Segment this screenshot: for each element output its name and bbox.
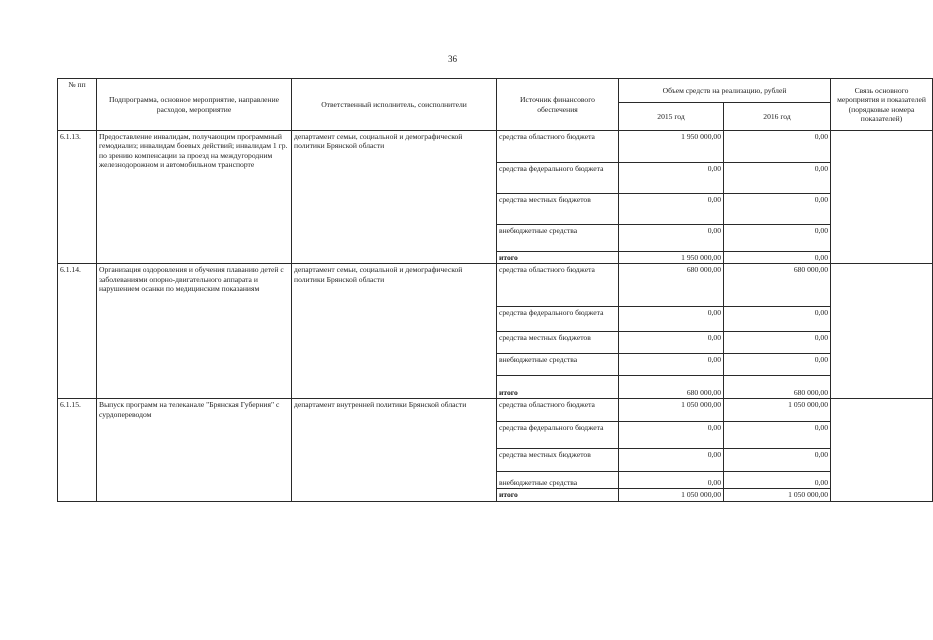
item-name: Предоставление инвалидам, получающим программный гемодиализ; инвалидам боевых действий; инвалидам 1 гр. по зрению компенсации за проезд на междугородним железнодорожном и автомобильном транспорте — [97, 131, 292, 264]
table-row — [58, 131, 933, 163]
link-cell — [831, 131, 933, 264]
header-volume: Объем средств на реализацию, рублей — [619, 79, 831, 103]
header-source: Источник финансового обеспечения — [497, 79, 619, 131]
value-2015: 1 950 000,00 — [619, 131, 724, 163]
source-cell: итого — [497, 376, 619, 399]
source-cell: средства федерального бюджета — [497, 163, 619, 194]
source-cell: средства местных бюджетов — [497, 194, 619, 225]
source-cell: средства местных бюджетов — [497, 449, 619, 472]
source-cell: итого — [497, 489, 619, 501]
value-2016: 1 050 000,00 — [724, 399, 831, 422]
item-name: Организация оздоровления и обучения плаванию детей с заболеваниями опорно-двигательного аппарата и нарушением осанки по медицинским показаниям — [97, 264, 292, 399]
item-num: 6.1.15. — [58, 399, 97, 501]
source-cell: средства областного бюджета — [497, 131, 619, 163]
link-cell — [831, 399, 933, 501]
value-2015: 0,00 — [619, 422, 724, 449]
value-2015: 0,00 — [619, 354, 724, 376]
source-cell: средства областного бюджета — [497, 264, 619, 307]
link-cell — [831, 264, 933, 399]
source-cell: внебюджетные средства — [497, 472, 619, 489]
value-2016: 0,00 — [724, 252, 831, 264]
item-executor: департамент семьи, социальной и демографической политики Брянской области — [292, 131, 497, 264]
source-cell: внебюджетные средства — [497, 354, 619, 376]
value-2015: 680 000,00 — [619, 376, 724, 399]
header-year-2016: 2016 год — [724, 103, 831, 131]
value-2015: 0,00 — [619, 332, 724, 354]
item-executor: департамент семьи, социальной и демографической политики Брянской области — [292, 264, 497, 399]
item-num: 6.1.14. — [58, 264, 97, 399]
value-2016: 0,00 — [724, 194, 831, 225]
value-2015: 0,00 — [619, 225, 724, 252]
source-cell: внебюджетные средства — [497, 225, 619, 252]
value-2016: 0,00 — [724, 307, 831, 332]
table-header — [58, 79, 933, 131]
table-row — [58, 399, 933, 422]
value-2015: 0,00 — [619, 449, 724, 472]
value-2016: 0,00 — [724, 354, 831, 376]
source-cell: итого — [497, 252, 619, 264]
header-program: Подпрограмма, основное мероприятие, направление расходов, мероприятие — [97, 79, 292, 131]
source-cell: средства федерального бюджета — [497, 422, 619, 449]
value-2016: 680 000,00 — [724, 264, 831, 307]
value-2015: 0,00 — [619, 472, 724, 489]
value-2016: 0,00 — [724, 225, 831, 252]
header-num: № пп — [58, 79, 97, 131]
item-name: Выпуск программ на телеканале "Брянская Губерния" с сурдопереводом — [97, 399, 292, 501]
item-executor: департамент внутренней политики Брянской области — [292, 399, 497, 501]
value-2016: 680 000,00 — [724, 376, 831, 399]
value-2016: 0,00 — [724, 131, 831, 163]
value-2016: 1 050 000,00 — [724, 489, 831, 501]
item-num: 6.1.13. — [58, 131, 97, 264]
value-2015: 0,00 — [619, 194, 724, 225]
value-2016: 0,00 — [724, 472, 831, 489]
budget-table — [57, 78, 933, 502]
header-link: Связь основного мероприятия и показателей (порядковые номера показателей) — [831, 79, 933, 131]
value-2015: 680 000,00 — [619, 264, 724, 307]
value-2015: 1 050 000,00 — [619, 399, 724, 422]
page-number: 36 — [448, 54, 457, 64]
value-2016: 0,00 — [724, 163, 831, 194]
source-cell: средства областного бюджета — [497, 399, 619, 422]
value-2015: 0,00 — [619, 307, 724, 332]
value-2015: 1 950 000,00 — [619, 252, 724, 264]
value-2016: 0,00 — [724, 422, 831, 449]
header-executor: Ответственный исполнитель, соисполнители — [292, 79, 497, 131]
header-year-2015: 2015 год — [619, 103, 724, 131]
source-cell: средства федерального бюджета — [497, 307, 619, 332]
value-2015: 1 050 000,00 — [619, 489, 724, 501]
table-row — [58, 264, 933, 307]
value-2016: 0,00 — [724, 332, 831, 354]
source-cell: средства местных бюджетов — [497, 332, 619, 354]
value-2016: 0,00 — [724, 449, 831, 472]
value-2015: 0,00 — [619, 163, 724, 194]
